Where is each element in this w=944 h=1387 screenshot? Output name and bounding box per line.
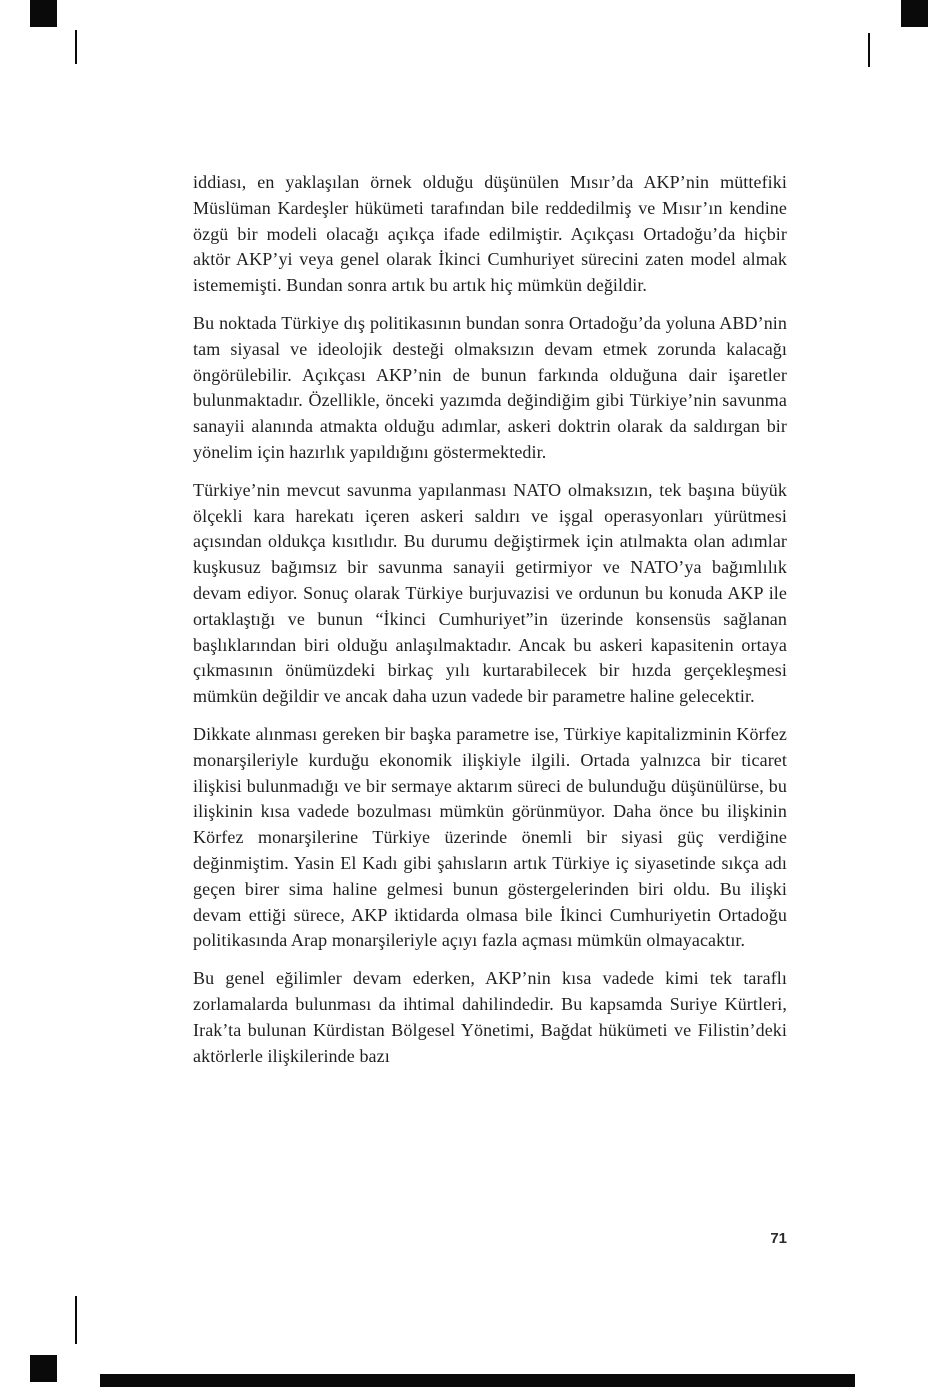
page-number: 71	[770, 1230, 787, 1247]
crop-mark-bottom-bar	[100, 1374, 855, 1387]
paragraph: Türkiye’nin mevcut savunma yapılanması NATO olmaksızın, tek başına büyük ölçekli kara harekatı içeren askeri saldırı ve işgal operasyonları yürütmesi açısından oldukça kısıtlıdır. Bu durumu değiştirmek için atılmakta olan adımlar kuşkusuz bağımsız bir savunma sanayii getirmiyor ve NATO’ya bağımlılık devam ediyor. Sonuç olarak Türkiye burjuvazisi ve ordunun bu konuda AKP ile ortaklaştığı ve bunun “İkinci Cumhuriyet”in üzerinde konsensüs sağlanan başlıklarından biri olduğu anlaşılmaktadır. Ancak bu askeri kapasitenin ortaya çıkmasının önümüzdeki birkaç yılı kurtarabilecek bir hızda gerçekleşmesi mümkün değildir ve ancak daha uzun vadede bir parametre haline gelecektir.	[193, 479, 787, 707]
crop-mark-top-left-square	[30, 0, 57, 27]
crop-mark-bottom-left-line	[75, 1296, 77, 1344]
paragraph: iddiası, en yaklaşılan örnek olduğu düşünülen Mısır’da AKP’nin müttefiki Müslüman Kardeşler hükümeti tarafından bile reddedilmiş ve Mısır’ın kendine özgü bir modeli olacağı açıkça ifade edilmiştir. Açıkçası Ortadoğu’da hiçbir aktör AKP’yi veya genel olarak İkinci Cumhuriyet sürecini zaten model almak istememişti. Bundan sonra artık bu artık hiç mümkün değildir.	[193, 172, 787, 296]
page-text	[193, 170, 787, 1069]
crop-mark-top-left-line	[75, 30, 77, 64]
paragraph: Bu genel eğilimler devam ederken, AKP’nin kısa vadede kimi tek taraflı zorlamalarda bulunması da ihtimal dahilindedir. Bu kapsamda Suriye Kürtleri, Irak’ta bulunan Kürdistan Bölgesel Yönetimi, Bağdat hükümeti ve Filistin’deki aktörlerle ilişkilerinde bazı	[193, 968, 787, 1066]
crop-mark-top-right-line	[868, 33, 870, 67]
paragraph: Dikkate alınması gereken bir başka parametre ise, Türkiye kapitalizminin Körfez monarşileriyle kurduğu ekonomik ilişkiyle ilgili. Ortada yalnızca bir ticaret ilişkisi bulunmadığı ve bir sermaye aktarım süreci de bulunduğu düşünülürse, bu ilişkinin kısa vadede bozulması mümkün görünmüyor. Daha önce bu ilişkinin Körfez monarşilerine Türkiye üzerinde önemli bir siyasi güç verdiğine değinmiştim. Yasin El Kadı gibi şahısların artık Türkiye iç siyasetinde sıkça adı geçen birer sima haline gelmesi bunun göstergelerinden biri oldu. Bu ilişki devam ettiği sürece, AKP iktidarda olmasa bile İkinci Cumhuriyetin Ortadoğu politikasında Arap monarşileriyle açıyı fazla açması mümkün olmayacaktır.	[193, 723, 787, 951]
crop-mark-bottom-left-square	[30, 1355, 57, 1382]
crop-mark-top-right-square	[901, 0, 928, 27]
paragraph: Bu noktada Türkiye dış politikasının bundan sonra Ortadoğu’da yoluna ABD’nin tam siyasal ve ideolojik desteği olmaksızın devam etmek zorunda kalacağı öngörülebilir. Açıkçası AKP’nin de bunun farkında olduğuna dair işaretler bulunmaktadır. Özellikle, önceki yazımda değindiğim gibi Türkiye’nin savunma sanayii alanında atmakta olduğu adımlar, askeri doktrin olarak da saldırgan bir yönelim için hazırlık yapıldığını göstermektedir.	[193, 312, 787, 462]
